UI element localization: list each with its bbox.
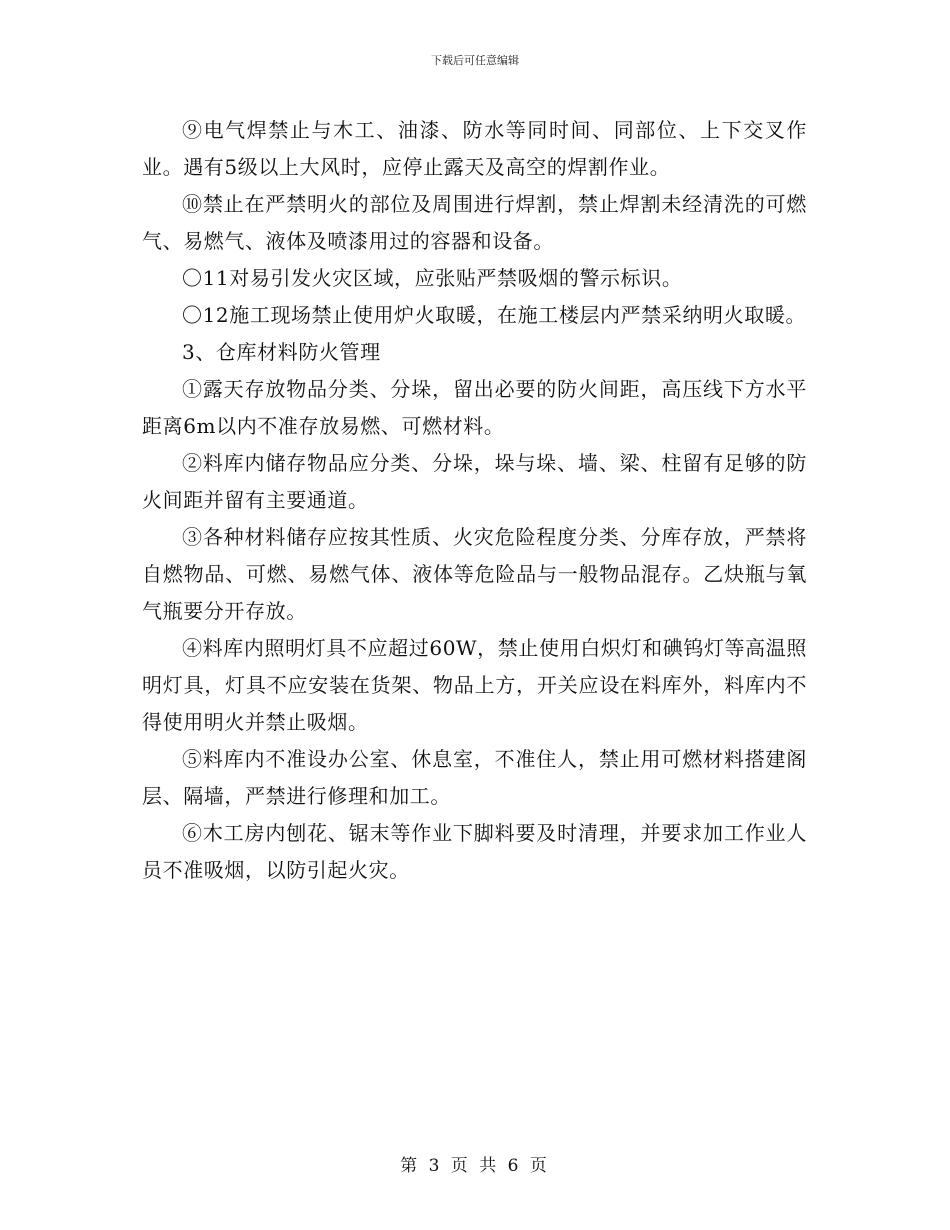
paragraph-item-12: 〇12施工现场禁止使用炉火取暖，在施工楼层内严禁采纳明火取暖。 (182, 303, 807, 327)
paragraph-item-1: ①露天存放物品分类、分垛，留出必要的防火间距，高压线下方水平距离6m以内不准存放易燃、可燃材料。 (142, 377, 807, 438)
document-body (142, 112, 807, 889)
paragraph-item-4: ④料库内照明灯具不应超过60W，禁止使用白炽灯和碘钨灯等高温照明灯具，灯具不应安装在货架、物品上方，开关应设在料库外，料库内不得使用明火并禁止吸烟。 (142, 636, 807, 734)
paragraph-item-10: ⑩禁止在严禁明火的部位及周围进行焊割，禁止焊割未经清洗的可燃气、易燃气、液体及喷漆用过的容器和设备。 (142, 192, 807, 253)
paragraph-item-3: ③各种材料储存应按其性质、火灾危险程度分类、分库存放，严禁将自燃物品、可燃、易燃气体、液体等危险品与一般物品混存。乙炔瓶与氧气瓶要分开存放。 (142, 525, 807, 623)
paragraph-item-11: 〇11对易引发火灾区域，应张贴严禁吸烟的警示标识。 (182, 266, 683, 290)
page-header: 下载后可任意编辑 (431, 54, 519, 67)
paragraph-item-5: ⑤料库内不准设办公室、休息室，不准住人，禁止用可燃材料搭建阁层、隔墙，严禁进行修理和加工。 (142, 747, 807, 808)
paragraph-item-9: ⑨电气焊禁止与木工、油漆、防水等同时间、同部位、上下交叉作业。遇有5级以上大风时，应停止露天及高空的焊割作业。 (142, 118, 807, 179)
paragraph-item-2: ②料库内储存物品应分类、分垛，垛与垛、墙、梁、柱留有足够的防火间距并留有主要通道。 (142, 451, 807, 512)
paragraph-item-6: ⑥木工房内刨花、锯末等作业下脚料要及时清理，并要求加工作业人员不准吸烟，以防引起火灾。 (142, 821, 807, 882)
section-heading-warehouse-fire: 3、仓库材料防火管理 (182, 340, 381, 364)
page-number-footer: 第 3 页 共 6 页 (400, 1156, 550, 1176)
